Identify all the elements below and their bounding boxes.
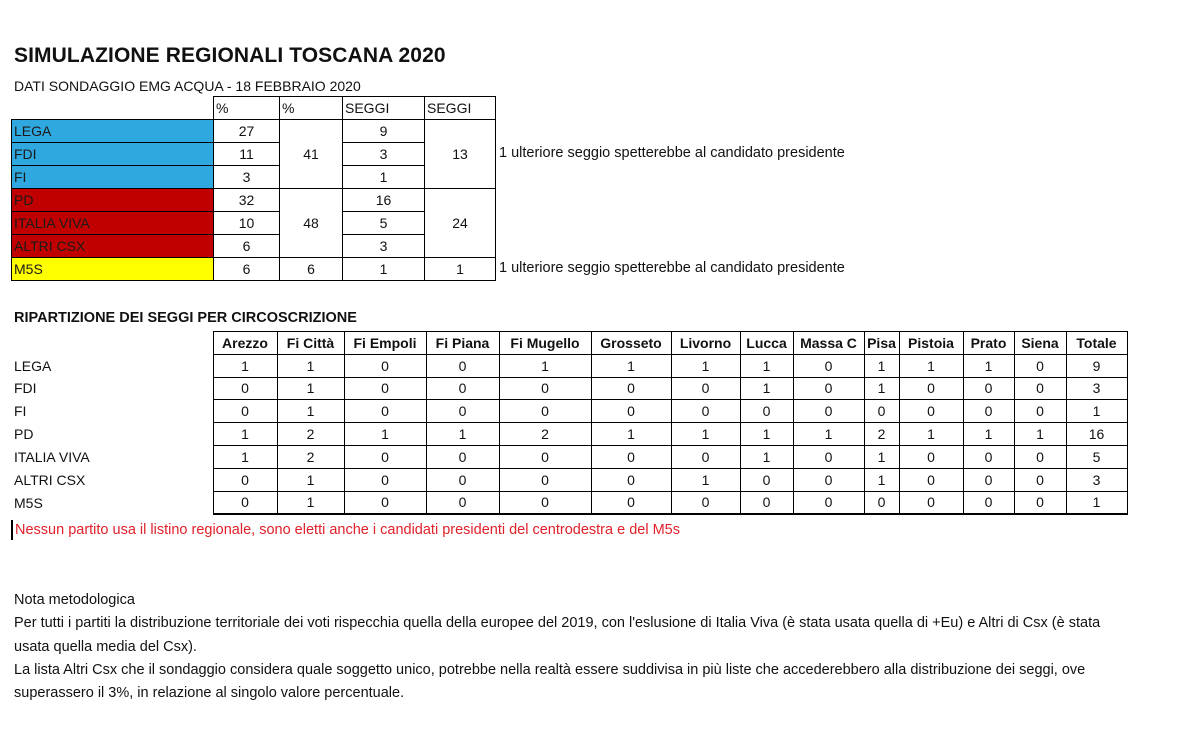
table-cell: 1 — [740, 377, 793, 400]
party-label: LEGA — [12, 119, 214, 142]
column-header: Fi Città — [277, 332, 344, 355]
page-subtitle: DATI SONDAGGIO EMG ACQUA - 18 FEBBRAIO 2020 — [14, 78, 361, 94]
table-cell: 0 — [213, 468, 277, 491]
table-cell: 0 — [740, 491, 793, 514]
table-cell: 0 — [344, 468, 426, 491]
table-cell: 0 — [963, 445, 1014, 468]
table-cell: 1 — [740, 423, 793, 446]
column-header: Fi Mugello — [499, 332, 591, 355]
row-party-label: LEGA — [14, 357, 52, 374]
party-seggi: 16 — [343, 188, 425, 211]
listino-note: Nessun partito usa il listino regionale, sono eletti anche i candidati presidenti del centrodestra e del M5s — [11, 520, 680, 540]
table-cell: 1 — [864, 445, 899, 468]
table-cell: 0 — [793, 468, 864, 491]
table-cell: 0 — [899, 445, 963, 468]
table-cell: 0 — [499, 468, 591, 491]
table-cell: 1 — [213, 445, 277, 468]
table-cell: 0 — [591, 445, 671, 468]
poll-row — [12, 119, 916, 142]
poll-results-table — [11, 96, 916, 281]
group-pct: 48 — [280, 188, 343, 257]
table-cell: 0 — [963, 491, 1014, 514]
table-cell: 0 — [426, 445, 499, 468]
table-cell: 1 — [899, 423, 963, 446]
table-cell: 1 — [1014, 423, 1066, 446]
table-row — [11, 423, 1127, 446]
table-cell: 0 — [426, 468, 499, 491]
party-label: ITALIA VIVA — [12, 211, 214, 234]
table-cell: 1 — [499, 354, 591, 377]
table-cell: 0 — [1014, 354, 1066, 377]
table-cell: 0 — [671, 400, 740, 423]
column-header: Pisa — [864, 332, 899, 355]
party-pct: 3 — [214, 165, 280, 188]
table-cell: 1 — [864, 468, 899, 491]
table-cell: 0 — [1014, 468, 1066, 491]
section-title: RIPARTIZIONE DEI SEGGI PER CIRCOSCRIZIONE — [14, 310, 357, 326]
column-header: Fi Empoli — [344, 332, 426, 355]
table-cell: 1 — [864, 354, 899, 377]
table-cell: 0 — [344, 354, 426, 377]
table-cell: 0 — [1014, 491, 1066, 514]
table-cell: 0 — [213, 377, 277, 400]
table-cell: 1 — [1066, 400, 1127, 423]
header-group-seggi: SEGGI — [425, 97, 496, 120]
column-header: Livorno — [671, 332, 740, 355]
group-seggi: 24 — [425, 188, 496, 257]
party-pct: 6 — [214, 234, 280, 257]
table-cell: 0 — [899, 468, 963, 491]
table-cell: 0 — [671, 377, 740, 400]
table-cell: 1 — [1066, 491, 1127, 514]
table-cell: 0 — [740, 468, 793, 491]
table-cell: 0 — [793, 491, 864, 514]
poll-header-corner — [12, 97, 214, 120]
table-cell: 0 — [499, 400, 591, 423]
row-party-label: FDI — [14, 380, 37, 397]
table-cell: 0 — [671, 491, 740, 514]
table-cell: 0 — [899, 377, 963, 400]
table-cell: 2 — [277, 423, 344, 446]
column-header: Totale — [1066, 332, 1127, 355]
party-label: FI — [12, 165, 214, 188]
table-cell: 1 — [591, 354, 671, 377]
table-cell: 0 — [963, 468, 1014, 491]
row-party-label: M5S — [14, 494, 43, 511]
table-cell: 1 — [899, 354, 963, 377]
table-cell: 0 — [344, 377, 426, 400]
column-header: Massa C — [793, 332, 864, 355]
header-seggi: SEGGI — [343, 97, 425, 120]
table-cell: 1 — [963, 354, 1014, 377]
table-cell: 1 — [426, 423, 499, 446]
table-cell: 0 — [963, 400, 1014, 423]
table-cell: 1 — [213, 354, 277, 377]
page-title: SIMULAZIONE REGIONALI TOSCANA 2020 — [14, 44, 446, 67]
table-cell: 0 — [426, 491, 499, 514]
group-seggi: 1 — [425, 257, 496, 280]
group-seggi: 13 — [425, 119, 496, 188]
table-cell: 1 — [277, 468, 344, 491]
party-seggi: 3 — [343, 142, 425, 165]
methodology-notes — [14, 589, 1134, 705]
column-header: Pistoia — [899, 332, 963, 355]
poll-row — [12, 257, 916, 280]
seat-distribution-table — [11, 331, 1128, 515]
party-label: PD — [12, 188, 214, 211]
table-cell: 1 — [740, 445, 793, 468]
table-cell: 1 — [213, 423, 277, 446]
group-note: 1 ulteriore seggio spetterebbe al candidato presidente — [499, 260, 845, 277]
table-cell: 16 — [1066, 423, 1127, 446]
poll-header-row — [12, 97, 916, 120]
party-label: FDI — [12, 142, 214, 165]
table-cell: 0 — [899, 491, 963, 514]
table-cell: 0 — [499, 377, 591, 400]
table-cell: 1 — [740, 354, 793, 377]
poll-row — [12, 188, 916, 211]
table-cell: 0 — [499, 491, 591, 514]
party-seggi: 1 — [343, 165, 425, 188]
column-header: Siena — [1014, 332, 1066, 355]
table-cell: 1 — [277, 354, 344, 377]
table-cell: 9 — [1066, 354, 1127, 377]
row-party-label: ITALIA VIVA — [14, 448, 90, 465]
party-seggi: 3 — [343, 234, 425, 257]
table-cell: 1 — [671, 354, 740, 377]
group-note: 1 ulteriore seggio spetterebbe al candidato presidente — [499, 145, 845, 162]
group-pct: 6 — [280, 257, 343, 280]
column-header: Lucca — [740, 332, 793, 355]
header-group-pct: % — [280, 97, 343, 120]
column-header: Prato — [963, 332, 1014, 355]
party-seggi: 5 — [343, 211, 425, 234]
row-party-label: ALTRI CSX — [14, 471, 86, 488]
table-cell: 1 — [671, 423, 740, 446]
table-cell: 0 — [740, 400, 793, 423]
table-cell: 2 — [277, 445, 344, 468]
table-cell: 0 — [499, 445, 591, 468]
table-cell: 0 — [591, 377, 671, 400]
table-cell: 0 — [344, 491, 426, 514]
table-cell: 3 — [1066, 377, 1127, 400]
table-cell: 5 — [1066, 445, 1127, 468]
table-cell: 2 — [499, 423, 591, 446]
notes-paragraph: Per tutti i partiti la distribuzione territoriale dei voti rispecchia quella della europee del 2019, con l'eslusione di Italia Viva (è stata usata quella di +Eu) e Altri di Csx (è stata usata quella media del Csx). — [14, 615, 1101, 655]
party-label: ALTRI CSX — [12, 234, 214, 257]
column-header: Arezzo — [213, 332, 277, 355]
table-cell: 3 — [1066, 468, 1127, 491]
table-cell: 0 — [591, 468, 671, 491]
table-row — [11, 354, 1127, 377]
header-pct: % — [214, 97, 280, 120]
party-pct: 32 — [214, 188, 280, 211]
table-cell: 1 — [671, 468, 740, 491]
party-seggi: 1 — [343, 257, 425, 280]
table-cell: 0 — [793, 377, 864, 400]
table-cell: 0 — [793, 400, 864, 423]
table-cell: 0 — [671, 445, 740, 468]
party-pct: 27 — [214, 119, 280, 142]
row-party-label: PD — [14, 426, 34, 443]
table-cell: 0 — [864, 400, 899, 423]
table-cell: 0 — [864, 491, 899, 514]
table-cell: 1 — [277, 491, 344, 514]
table-cell: 0 — [213, 400, 277, 423]
table-cell: 1 — [277, 377, 344, 400]
table-cell: 0 — [591, 400, 671, 423]
seat-header-row — [11, 332, 1127, 355]
group-pct: 41 — [280, 119, 343, 188]
row-party-label: FI — [14, 403, 27, 420]
party-pct: 10 — [214, 211, 280, 234]
table-cell: 0 — [426, 400, 499, 423]
table-cell: 0 — [963, 377, 1014, 400]
table-row — [11, 468, 1127, 491]
table-row — [11, 400, 1127, 423]
table-row — [11, 445, 1127, 468]
table-cell: 1 — [963, 423, 1014, 446]
party-label: M5S — [12, 257, 214, 280]
table-cell: 1 — [344, 423, 426, 446]
table-cell: 1 — [277, 400, 344, 423]
table-cell: 0 — [793, 354, 864, 377]
table-cell: 0 — [426, 354, 499, 377]
notes-paragraph: La lista Altri Csx che il sondaggio considera quale soggetto unico, potrebbe nella realtà essere suddivisa in più liste che accederebbero alla distribuzione dei seggi, ove superassero il 3%, in relazione al singolo valore percentuale. — [14, 661, 1086, 702]
table-cell: 0 — [1014, 377, 1066, 400]
table-row — [11, 491, 1127, 514]
table-cell: 0 — [899, 400, 963, 423]
table-row — [11, 377, 1127, 400]
notes-heading: Nota metodologica — [14, 592, 135, 608]
table-cell: 1 — [864, 377, 899, 400]
party-seggi: 9 — [343, 119, 425, 142]
table-cell: 1 — [591, 423, 671, 446]
table-cell: 0 — [426, 377, 499, 400]
party-pct: 6 — [214, 257, 280, 280]
column-header: Fi Piana — [426, 332, 499, 355]
table-cell: 0 — [1014, 400, 1066, 423]
table-cell: 0 — [344, 445, 426, 468]
table-cell: 0 — [344, 400, 426, 423]
column-header: Grosseto — [591, 332, 671, 355]
table-cell: 2 — [864, 423, 899, 446]
table-cell: 0 — [591, 491, 671, 514]
table-cell: 0 — [793, 445, 864, 468]
table-cell: 0 — [213, 491, 277, 514]
table-cell: 1 — [793, 423, 864, 446]
table-cell: 0 — [1014, 445, 1066, 468]
party-pct: 11 — [214, 142, 280, 165]
